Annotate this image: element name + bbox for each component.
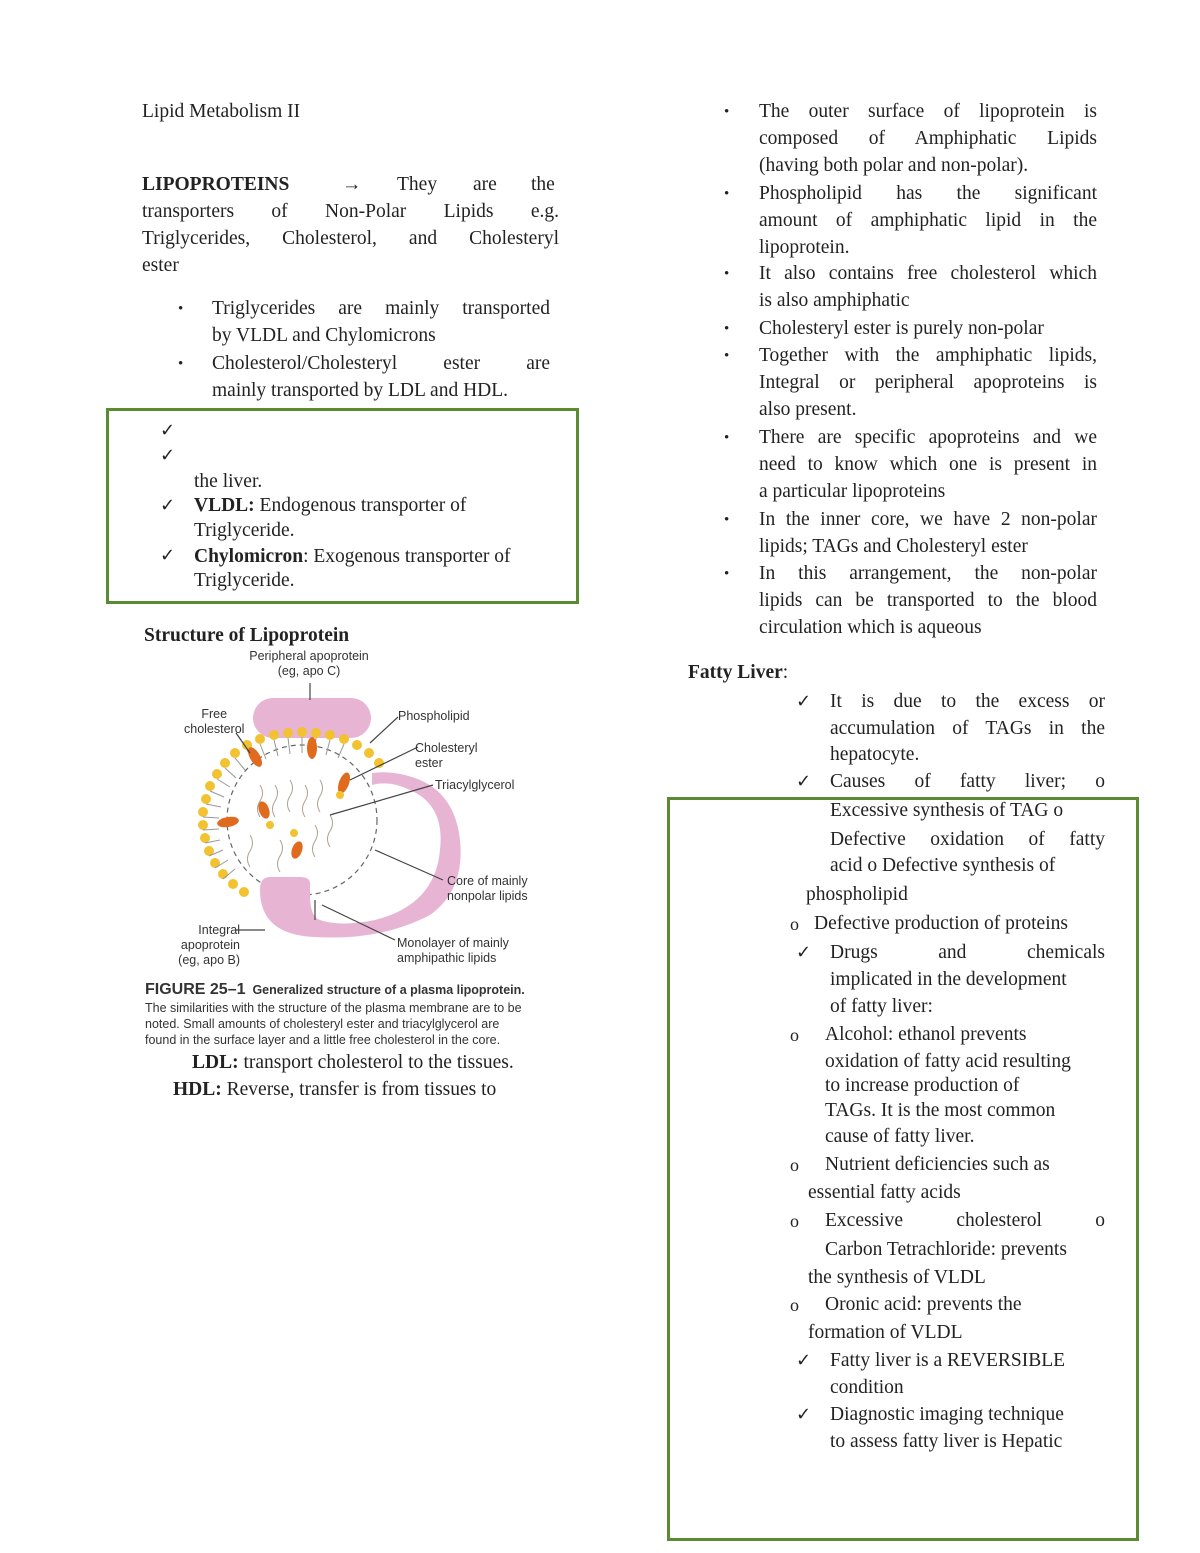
bullet-dot: • <box>724 104 730 120</box>
bullet-text: Cholesterol/Cholesteryl ester are <box>212 353 550 374</box>
fatty-line: to assess fatty liver is Hepatic <box>830 1431 1063 1452</box>
circle-bullet: o <box>790 1025 799 1045</box>
right-bullet-text: is also amphiphatic <box>759 290 910 311</box>
doc-title: Lipid Metabolism II <box>142 101 301 122</box>
the-word: the <box>531 174 555 195</box>
fatty-line: Drugs and chemicals <box>830 942 1105 963</box>
fatty-line: accumulation of TAGs in the <box>830 718 1105 739</box>
fatty-line: TAGs. It is the most common <box>825 1100 1056 1121</box>
fatty-line: of fatty liver: <box>830 996 933 1017</box>
bullet-dot: • <box>178 356 184 372</box>
fatty-line: condition <box>830 1377 904 1398</box>
label-free-cholesterol: Free cholesterol <box>184 707 245 736</box>
fatty-line: the synthesis of VLDL <box>808 1267 986 1288</box>
fatty-line: Oronic acid: prevents the <box>825 1294 1022 1315</box>
they-word: They <box>397 174 438 195</box>
label-cholesteryl-ester: Cholesteryl ester <box>415 741 478 770</box>
core-lipids <box>248 780 333 872</box>
box-line-liver: the liver. <box>194 471 263 492</box>
hdl-line: HDL: Reverse, transfer is from tissues to <box>173 1079 497 1100</box>
label-core: Core of mainly nonpolar lipids <box>447 874 528 903</box>
check-icon: ✓ <box>160 420 176 441</box>
arrow-symbol: → <box>342 174 362 195</box>
right-bullet-text: Integral or peripheral apoproteins is <box>759 372 1097 393</box>
label-triacylglycerol: Triacylglycerol <box>435 778 515 792</box>
right-bullet-text: There are specific apoproteins and we <box>759 427 1097 448</box>
ldl-line: LDL: transport cholesterol to the tissues. <box>192 1052 514 1073</box>
check-icon: ✓ <box>796 771 812 792</box>
check-icon: ✓ <box>160 545 176 566</box>
fatty-line: Nutrient deficiencies such as <box>825 1154 1050 1175</box>
fatty-line: implicated in the development <box>830 969 1067 990</box>
circle-bullet: o <box>790 1211 799 1231</box>
fatty-line: to increase production of <box>825 1075 1020 1096</box>
check-icon: ✓ <box>160 445 176 466</box>
right-bullet-text: It also contains free cholesterol which <box>759 263 1097 284</box>
fatty-liver-heading: Fatty Liver: <box>688 662 789 683</box>
fatty-line: Defective production of proteins <box>814 913 1068 934</box>
bullet-dot: • <box>724 512 730 528</box>
chylomicron-line: Chylomicron: Exogenous transporter of <box>194 546 511 567</box>
fatty-line: Fatty liver is a REVERSIBLE <box>830 1350 1066 1371</box>
right-bullet-text: In this arrangement, the non-polar <box>759 563 1097 584</box>
circle-bullet: o <box>790 1295 799 1315</box>
label-peripheral: Peripheral apoprotein (eg, apo C) <box>249 649 369 678</box>
figure-caption-line: The similarities with the structure of the plasma membrane are to be <box>145 1001 522 1015</box>
lipoproteins-line4: ester <box>142 255 179 276</box>
right-bullet-text: lipids; TAGs and Cholesteryl ester <box>759 536 1028 557</box>
right-bullet-text: Cholesteryl ester is purely non-polar <box>759 318 1044 339</box>
lipoproteins-line2: transporters of Non-Polar Lipids e.g. <box>142 201 559 222</box>
bullet-dot: • <box>178 301 184 317</box>
right-bullet-text: need to know which one is present in <box>759 454 1097 475</box>
circle-bullet: o <box>790 914 799 934</box>
label-phospholipid: Phospholipid <box>398 709 470 723</box>
bullet-dot: • <box>724 321 730 337</box>
right-bullet-text: Together with the amphiphatic lipids, <box>759 345 1097 366</box>
right-bullet-text: lipids can be transported to the blood <box>759 590 1097 611</box>
right-bullet-text: lipoprotein. <box>759 237 850 258</box>
fatty-line: Excessive synthesis of TAG o <box>830 800 1064 821</box>
fatty-line: Diagnostic imaging technique <box>830 1404 1064 1425</box>
check-icon: ✓ <box>796 1404 812 1425</box>
vldl-line: VLDL: Endogenous transporter of <box>194 495 467 516</box>
lipoprotein-figure <box>140 645 580 975</box>
bullet-dot: • <box>724 430 730 446</box>
figure-caption-line: found in the surface layer and a little free cholesterol in the core. <box>145 1033 501 1047</box>
right-bullet-text: a particular lipoproteins <box>759 481 946 502</box>
fatty-line: essential fatty acids <box>808 1182 961 1203</box>
bullet-dot: • <box>724 348 730 364</box>
figure-caption-title: FIGURE 25–1 Generalized structure of a plasma lipoprotein. <box>145 981 525 998</box>
check-icon: ✓ <box>160 495 176 516</box>
bullet-text: by VLDL and Chylomicrons <box>212 325 436 346</box>
label-monolayer: Monolayer of mainly amphipathic lipids <box>397 936 509 965</box>
bullet-dot: • <box>724 266 730 282</box>
right-bullet-text: Phospholipid has the significant <box>759 183 1097 204</box>
lipoproteins-heading: LIPOPROTEINS <box>142 174 290 195</box>
figure-caption-line: noted. Small amounts of cholesteryl ester and triacylglycerol are <box>145 1017 500 1031</box>
structure-heading: Structure of Lipoprotein <box>144 625 350 646</box>
fatty-line: Excessive cholesterol o <box>825 1210 1105 1231</box>
fatty-line: hepatocyte. <box>830 744 920 765</box>
fatty-line: It is due to the excess or <box>830 691 1105 712</box>
fatty-line: oxidation of fatty acid resulting <box>825 1051 1071 1072</box>
fatty-line: Defective oxidation of fatty <box>830 829 1105 850</box>
right-bullet-text: (having both polar and non-polar). <box>759 155 1029 176</box>
fatty-line: formation of VLDL <box>808 1322 963 1343</box>
check-icon: ✓ <box>796 1350 812 1371</box>
right-bullet-text: composed of Amphiphatic Lipids <box>759 128 1097 149</box>
check-icon: ✓ <box>796 942 812 963</box>
circle-bullet: o <box>790 1155 799 1175</box>
bullet-text: mainly transported by LDL and HDL. <box>212 380 509 401</box>
are-word: are <box>473 174 497 195</box>
label-integral: Integral apoprotein (eg, apo B) <box>178 923 240 967</box>
fatty-line: Alcohol: ethanol prevents <box>825 1024 1027 1045</box>
bullet-text: Triglycerides are mainly transported <box>212 298 550 319</box>
right-bullet-text: also present. <box>759 399 857 420</box>
right-bullet-text: In the inner core, we have 2 non-polar <box>759 509 1097 530</box>
core-boundary <box>227 745 377 895</box>
vldl-line2: Triglyceride. <box>194 520 295 541</box>
chylomicron-line2: Triglyceride. <box>194 570 295 591</box>
lipoproteins-line3: Triglycerides, Cholesterol, and Cholesteryl <box>142 228 559 249</box>
right-bullet-text: amount of amphiphatic lipid in the <box>759 210 1097 231</box>
fatty-line: cause of fatty liver. <box>825 1126 975 1147</box>
right-bullet-text: circulation which is aqueous <box>759 617 982 638</box>
integral-apoprotein-shape <box>260 772 461 937</box>
fatty-line: acid o Defective synthesis of <box>830 855 1056 876</box>
fatty-line: Causes of fatty liver; o <box>830 771 1105 792</box>
fatty-line: phospholipid <box>806 884 908 905</box>
bullet-dot: • <box>724 566 730 582</box>
check-icon: ✓ <box>796 691 812 712</box>
right-bullet-text: The outer surface of lipoprotein is <box>759 101 1097 122</box>
fatty-line: Carbon Tetrachloride: prevents <box>825 1239 1067 1260</box>
bullet-dot: • <box>724 186 730 202</box>
